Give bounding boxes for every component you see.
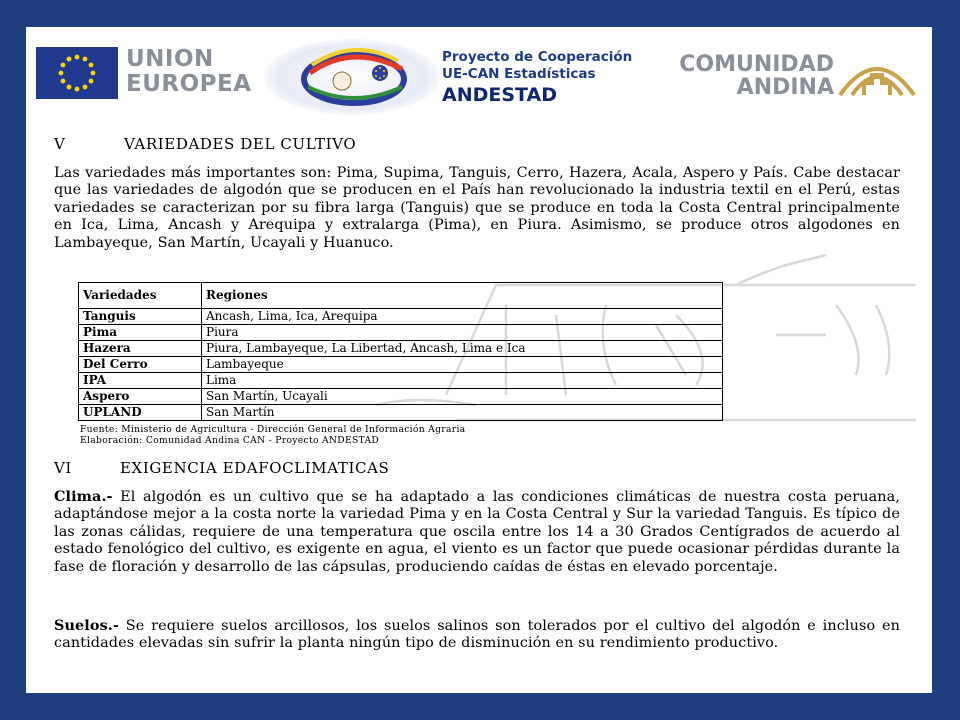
eu-line1: UNION xyxy=(126,46,214,72)
section5-heading xyxy=(54,135,356,153)
table-cell-variety: Hazera xyxy=(79,341,202,357)
section5-number: V xyxy=(54,135,66,153)
table-header-row xyxy=(79,283,723,309)
table-row xyxy=(79,325,723,341)
table-row xyxy=(79,309,723,325)
section6-title: EXIGENCIA EDAFOCLIMATICAS xyxy=(120,459,390,477)
table-row xyxy=(79,405,723,421)
table-cell-variety: Pima xyxy=(79,325,202,341)
table-row xyxy=(79,357,723,373)
table-cell-regions: Piura xyxy=(202,325,723,341)
table-row xyxy=(79,389,723,405)
table-cell-variety: Aspero xyxy=(79,389,202,405)
table-header-regiones: Regiones xyxy=(202,283,723,309)
can-line2: ANDINA xyxy=(736,75,834,100)
table-source xyxy=(80,425,465,446)
clima-label: Clima.- xyxy=(54,488,113,505)
eu-line2: EUROPEA xyxy=(126,71,252,97)
table-cell-regions: Ancash, Lima, Ica, Arequipa xyxy=(202,309,723,325)
can-wordmark xyxy=(664,53,834,99)
section5-title: VARIEDADES DEL CULTIVO xyxy=(124,135,357,153)
clima-text: El algodón es un cultivo que se ha adaptado a las condiciones climáticas de nuestra costa peruana, adaptándose mejor a la costa norte la variedad Pima y en la Costa Central y Sur la variedad Tanguis. Es típico de las zonas cálidas, requiere de una temperatura que oscila entre los 14 a 30 Grados Centígrados de acuerdo al estado fenológico del cultivo, es exigente en agua, el viento es un factor que puede ocasionar pérdidas durante la fase de floración y desarrollo de las cápsulas, produciendo caídas de éstas en elevado porcentaje. xyxy=(54,489,900,575)
table-cell-variety: IPA xyxy=(79,373,202,389)
source-line2: Elaboración: Comunidad Andina CAN - Proyecto ANDESTAD xyxy=(80,434,380,446)
suelos-label: Suelos.- xyxy=(54,617,119,634)
table-cell-regions: Lambayeque xyxy=(202,357,723,373)
table-cell-variety: UPLAND xyxy=(79,405,202,421)
ue-can-globe-logo xyxy=(262,35,442,115)
section6-number: VI xyxy=(54,459,72,477)
table-cell-regions: Piura, Lambayeque, La Libertad, Ancash, Lima e Ica xyxy=(202,341,723,357)
varieties-table xyxy=(78,282,723,421)
project-line3: ANDESTAD xyxy=(442,84,558,106)
source-line1: Fuente: Ministerio de Agricultura - Dirección General de Información Agraria xyxy=(80,424,466,435)
section5-paragraph: Las variedades más importantes son: Pima, Supima, Tanguis, Cerro, Hazera, Acala, Aspero y País. Cabe destacar que las variedades de algodón que se producen en el País han revolucionado la industria textil en el Perú, estas variedades se caracterizan por su fibra larga (Tanguis) que se produce en toda la Costa Central principalmente en Ica, Lima, Ancash y Arequipa y extralarga (Pima), en Piura. Asimismo, se produce otros algodones en Lambayeque, San Martín, Ucayali y Huanuco. xyxy=(54,165,900,251)
section6-heading xyxy=(54,459,389,477)
eu-flag-icon xyxy=(36,47,118,99)
table-cell-variety: Del Cerro xyxy=(79,357,202,373)
can-line1: COMUNIDAD xyxy=(679,52,834,77)
table-header-variedades: Variedades xyxy=(79,283,202,309)
table-row xyxy=(79,373,723,389)
suelos-paragraph xyxy=(54,617,900,653)
project-line2: UE-CAN Estadísticas xyxy=(442,66,596,82)
table-cell-variety: Tanguis xyxy=(79,309,202,325)
clima-paragraph xyxy=(54,488,900,576)
suelos-text: Se requiere suelos arcillosos, los suelos salinos son tolerados por el cultivo del algodón e incluso en cantidades elevadas sin sufrir la planta ningún tipo de disminución en su rendimiento productivo. xyxy=(54,618,900,652)
table-cell-regions: San Martín, Ucayali xyxy=(202,389,723,405)
eu-wordmark xyxy=(126,47,266,97)
project-title xyxy=(442,49,662,107)
slide xyxy=(26,27,932,693)
project-line1: Proyecto de Cooperación xyxy=(442,49,633,65)
table-cell-regions: San Martín xyxy=(202,405,723,421)
table-cell-regions: Lima xyxy=(202,373,723,389)
table-row xyxy=(79,341,723,357)
comunidad-andina-logo xyxy=(834,49,920,99)
